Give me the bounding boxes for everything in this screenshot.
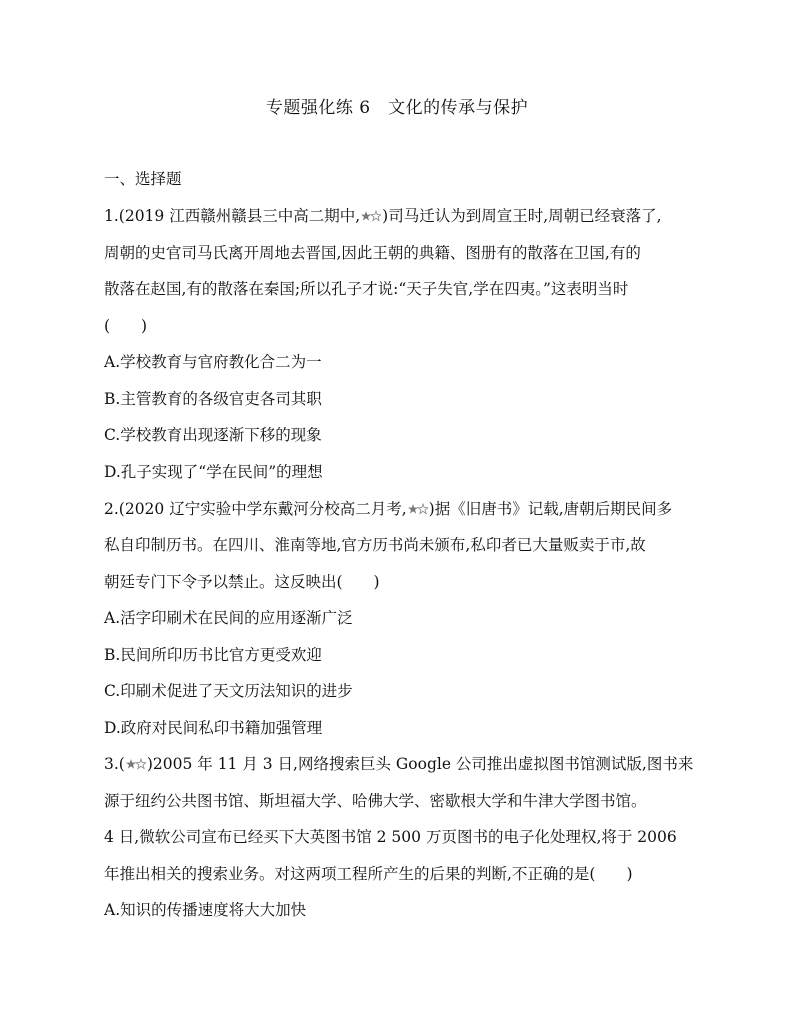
q1-line-1 — [104, 204, 662, 226]
q1-line-1-suffix: )司马迁认为到周宣王时,周朝已经衰落了, — [382, 207, 662, 225]
q2-line-1-suffix: )据《旧唐书》记载,唐朝后期民间多 — [428, 500, 673, 518]
q3-line-1 — [104, 752, 693, 774]
q1-line-2: 周朝的史官司马氏离开周地去晋国,因此王朝的典籍、图册有的散落在卫国,有的 — [104, 244, 641, 262]
q3-line-3: 4 日,微软公司宣布已经买下大英图书馆 2 500 万页图书的电子化处理权,将于 2006 — [104, 828, 677, 846]
q2-option-c: C.印刷术促进了天文历法知识的进步 — [104, 682, 353, 700]
q1-option-b: B.主管教育的各级官吏各司其职 — [104, 390, 322, 408]
q2-line-1-prefix: 2.(2020 辽宁实验中学东戴河分校高二月考, — [104, 500, 407, 518]
q1-option-c: C.学校教育出现逐渐下移的现象 — [104, 426, 322, 444]
difficulty-star-icon — [408, 503, 428, 515]
page-title: 专题强化练 6 文化的传承与保护 — [265, 98, 529, 118]
section-heading: 一、选择题 — [104, 170, 182, 188]
q2-option-b: B.民间所印历书比官方更受欢迎 — [104, 646, 322, 664]
q2-line-3: 朝廷专门下令予以禁止。这反映出( ) — [104, 573, 380, 591]
difficulty-star-icon — [361, 210, 381, 222]
q1-option-a: A.学校教育与官府教化合二为一 — [104, 353, 322, 371]
q3-line-1-prefix: 3.( — [104, 755, 125, 773]
q1-line-1-prefix: 1.(2019 江西赣州赣县三中高二期中, — [104, 207, 361, 225]
q1-line-3: 散落在赵国,有的散落在秦国;所以孔子才说:“天子失官,学在四夷。”这表明当时 — [104, 280, 629, 298]
q2-line-1 — [104, 497, 672, 519]
q3-line-4: 年推出相关的搜索业务。对这两项工程所产生的后果的判断,不正确的是( ) — [104, 865, 633, 883]
q2-option-d: D.政府对民间私印书籍加强管理 — [104, 719, 323, 737]
q3-option-a: A.知识的传播速度将大大加快 — [104, 901, 307, 919]
q2-line-2: 私自印制历书。在四川、淮南等地,官方历书尚未颁布,私印者已大量贩卖于市,故 — [104, 536, 646, 554]
q3-line-2: 源于纽约公共图书馆、斯坦福大学、哈佛大学、密歇根大学和牛津大学图书馆。 — [104, 792, 647, 810]
difficulty-star-icon — [126, 758, 146, 770]
q1-option-d: D.孔子实现了“学在民间”的理想 — [104, 463, 323, 481]
q3-line-1-suffix: )2005 年 11 月 3 日,网络搜索巨头 Google 公司推出虚拟图书馆测试版,图书来 — [146, 755, 694, 773]
q1-line-4: ( ) — [104, 317, 148, 335]
q2-option-a: A.活字印刷术在民间的应用逐渐广泛 — [104, 609, 353, 627]
